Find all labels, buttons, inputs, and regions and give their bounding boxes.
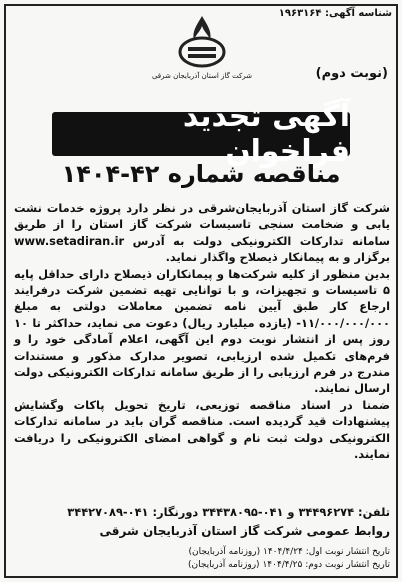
gas-company-logo-icon [172,14,232,76]
publish-dates [188,546,390,572]
public-relations: روابط عمومی شرکت گاز استان آذربایجان شرقی [99,524,390,538]
phone-line: تلفن: ۳۴۴۹۶۲۷۴ و ۰۴۱-۳۴۴۳۸۰۹۵ دورنگار: ۰۴۱-۳۴۴۲۷۰۸۹ [67,505,390,519]
publish-date-second: تاریخ انتشار نوبت دوم: ۱۴۰۴/۴/۲۵ (روزنامه آذربایجان) [187,560,390,570]
notice-code: شناسه آگهی: ۱۹۶۳۱۶۴ [278,8,392,19]
notice-body [14,200,390,463]
paragraph-intro: شرکت گاز استان آذربایجان‌شرقی در نظر دارد پروژه خدمات نشت یابی و ضخامت سنجی تاسیسات شرکت گاز استان را از طریق سامانه تدارکات الکترونیکی دولت به آدرس www.setadiran.ir برگزار و به پیمانکار ذیصلاح واگذار نماید. [14,201,390,265]
logo-caption: شرکت گاز استان آذربایجان شرقی [151,72,253,80]
tender-number: مناقصه شماره ۴۲-۱۴۰۴ [61,160,341,188]
paragraph-requirements: بدین منظور از کلیه شرکت‌ها و پیمانکاران ذیصلاح دارای حداقل پایه ۵ تاسیسات و تجهیزات، و با توانایی تهیه تضمین شرکت درفرایند ارجاع کار طبق آیین نامه تضمین معاملات دولتی به مبلغ ۱۱/۰۰۰/۰۰۰/۰۰۰- (یازده میلیارد ریال) دعوت می نماید، حداکثر تا ۱۰ روز پس از انتشار نوبت دوم این آگهی، اعلام آمادگی خود را و فرم‌های تکمیل شده ارزیابی، تصویر مدارک مذکور و مستندات مندرج در فرم ارزیابی را از طریق سامانه تدارکات الکترونیکی دولت ارسال نمایند. [14,266,390,396]
paragraph-notes: ضمنا در اسناد مناقصه توزیعی، تاریخ تحویل پاکات وگشایش پیشنهادات قید گردیده است. مناقصه گران باید در سامانه تدارکات الکترونیکی دولت ثبت نام و گواهی امضای الکترونیکی را دریافت نمایند. [14,397,390,462]
publish-date-first: تاریخ انتشار نوبت اول: ۱۴۰۴/۴/۲۴ (روزنامه آذربایجان) [188,547,390,557]
title-banner [52,99,350,169]
notice-title: آگهی تجدید فراخوان [182,99,350,169]
round-label: (نوبت دوم) [315,66,388,81]
